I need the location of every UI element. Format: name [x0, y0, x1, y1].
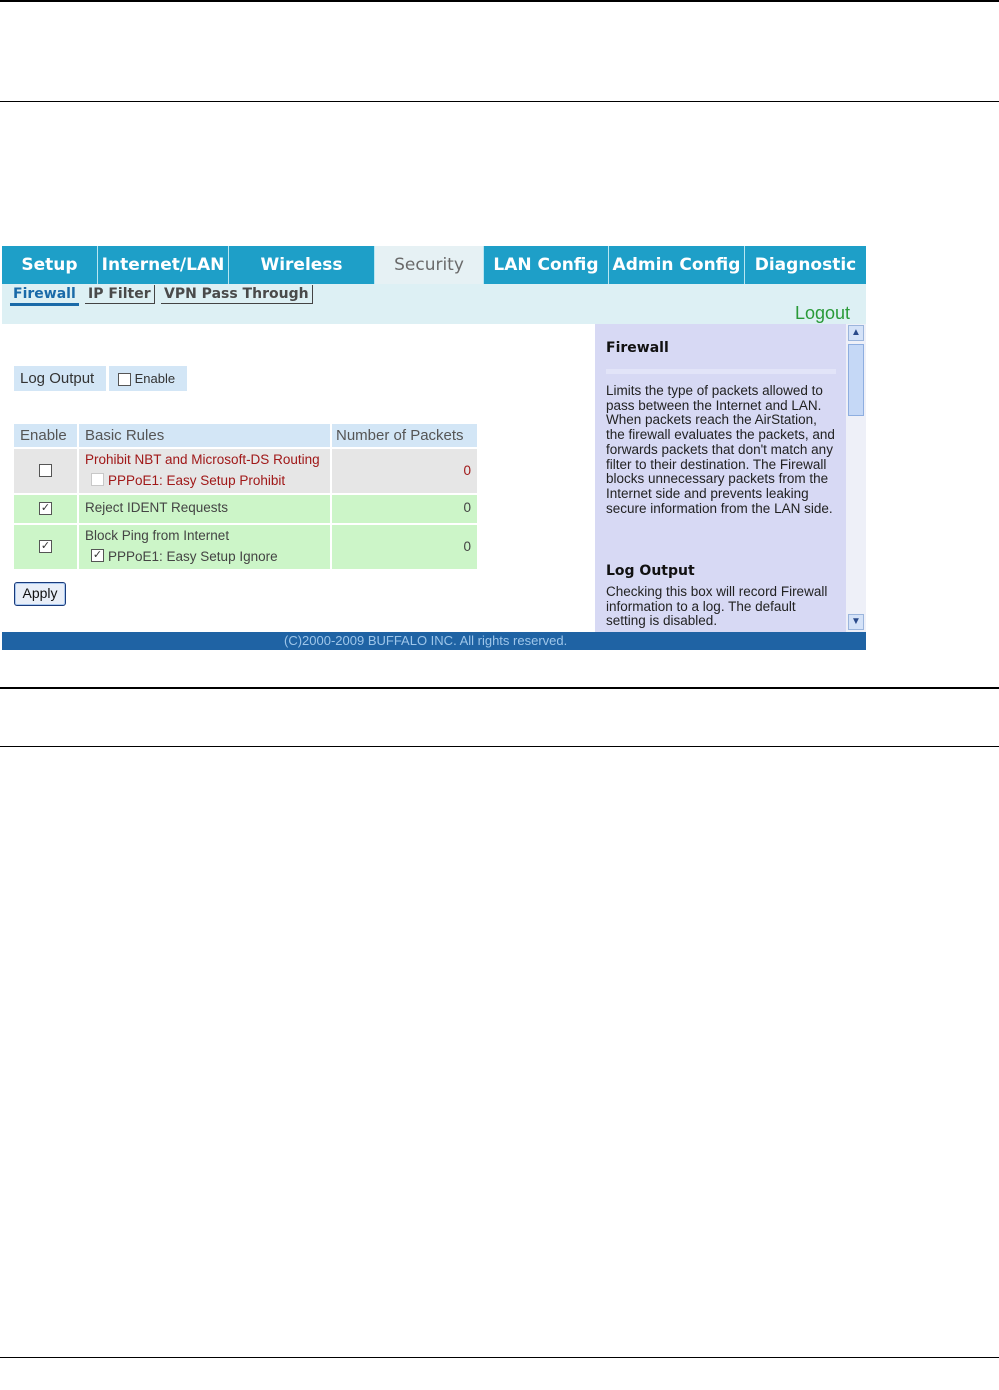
row2-rule-label: Reject IDENT Requests — [85, 500, 229, 515]
tab-lan-config[interactable]: LAN Config — [483, 246, 609, 284]
footer — [2, 632, 866, 650]
row1-rule-cell — [79, 449, 330, 493]
row3-sub-label: PPPoE1: Easy Setup Ignore — [108, 549, 278, 564]
sub-nav — [2, 284, 866, 324]
table-row — [14, 525, 477, 569]
scroll-up-icon[interactable]: ▲ — [848, 325, 864, 341]
main-nav — [2, 246, 866, 284]
row2-enable-checkbox[interactable]: ✓ — [40, 502, 51, 514]
table-row — [14, 495, 477, 523]
log-output-enable-checkbox[interactable] — [118, 373, 131, 386]
row1-sub-label: PPPoE1: Easy Setup Prohibit — [108, 473, 286, 488]
page-rule-mid-1 — [0, 687, 999, 689]
page-rule-mid-2 — [0, 746, 999, 747]
page-rule-bottom — [0, 1357, 999, 1358]
tab-setup[interactable]: Setup — [2, 246, 98, 284]
table-row — [14, 449, 477, 493]
help-title-log-output: Log Output — [606, 563, 695, 579]
tab-admin-config[interactable]: Admin Config — [609, 246, 745, 284]
log-output-enable-label: Enable — [134, 371, 176, 386]
help-scrollbar[interactable] — [846, 324, 866, 632]
row1-packets-value: 0 — [463, 463, 471, 478]
row2-packets-value: 0 — [463, 500, 471, 515]
subtab-ip-filter[interactable]: IP Filter — [85, 285, 155, 304]
tab-security[interactable]: Security — [375, 246, 483, 284]
tab-wireless-config[interactable]: Wireless — [229, 246, 375, 284]
subtab-vpn-pass-through[interactable]: VPN Pass Through — [161, 285, 313, 304]
row1-enable-checkbox[interactable] — [39, 464, 52, 477]
header-enable: Enable — [14, 424, 77, 447]
help-text-firewall: Limits the type of packets allowed to pass between the Internet and LAN. When packets reach the AirStation, the firewall evaluates the packets, and forwards packets that don't match any filter to their destination. The Firewall blocks unnecessary packets from the Internet side and prevents leaking secure information from the LAN side. — [606, 383, 835, 516]
footer-copyright: (C)2000-2009 BUFFALO INC. All rights reserved. — [284, 633, 568, 648]
page-rule-header — [0, 101, 999, 102]
row3-enable-cell — [14, 525, 77, 569]
apply-button[interactable]: Apply — [14, 582, 66, 606]
header-basic-rules: Basic Rules — [79, 424, 330, 447]
help-divider — [606, 369, 836, 374]
row3-enable-checkbox[interactable]: ✓ — [40, 540, 51, 552]
active-subtab-underline — [10, 303, 79, 306]
help-title-firewall: Firewall — [606, 340, 669, 356]
row2-rule-cell — [79, 495, 330, 523]
row3-rule-cell — [79, 525, 330, 569]
row3-sub-checkbox[interactable]: ✓ — [92, 549, 103, 561]
tab-diagnostic[interactable]: Diagnostic — [754, 255, 857, 275]
scroll-thumb[interactable] — [848, 344, 864, 416]
row3-packets-cell — [332, 525, 477, 569]
scroll-down-icon[interactable]: ▼ — [848, 614, 864, 630]
row2-enable-cell — [14, 495, 77, 523]
firewall-main-panel — [2, 324, 595, 632]
help-panel — [595, 324, 846, 632]
tab-internet-lan[interactable]: Internet/LAN — [98, 246, 229, 284]
row3-packets-value: 0 — [463, 539, 471, 554]
help-text-log-output: Checking this box will record Firewall information to a log. The default setting is disabled. — [606, 584, 828, 629]
router-admin-screenshot — [2, 246, 866, 650]
subtab-firewall[interactable]: Firewall — [13, 286, 76, 302]
row1-enable-cell — [14, 449, 77, 493]
log-output-label: Log Output — [14, 366, 106, 391]
row1-sub-checkbox[interactable] — [91, 473, 104, 486]
row2-packets-cell — [332, 495, 477, 523]
row3-rule-label: Block Ping from Internet — [85, 528, 230, 543]
log-output-enable-cell — [109, 366, 187, 391]
row1-rule-label: Prohibit NBT and Microsoft-DS Routing — [85, 452, 320, 467]
logout-link[interactable]: Logout — [794, 303, 850, 323]
page-rule-top — [0, 0, 999, 2]
row1-packets-cell — [332, 449, 477, 493]
header-number-of-packets: Number of Packets — [332, 424, 477, 447]
